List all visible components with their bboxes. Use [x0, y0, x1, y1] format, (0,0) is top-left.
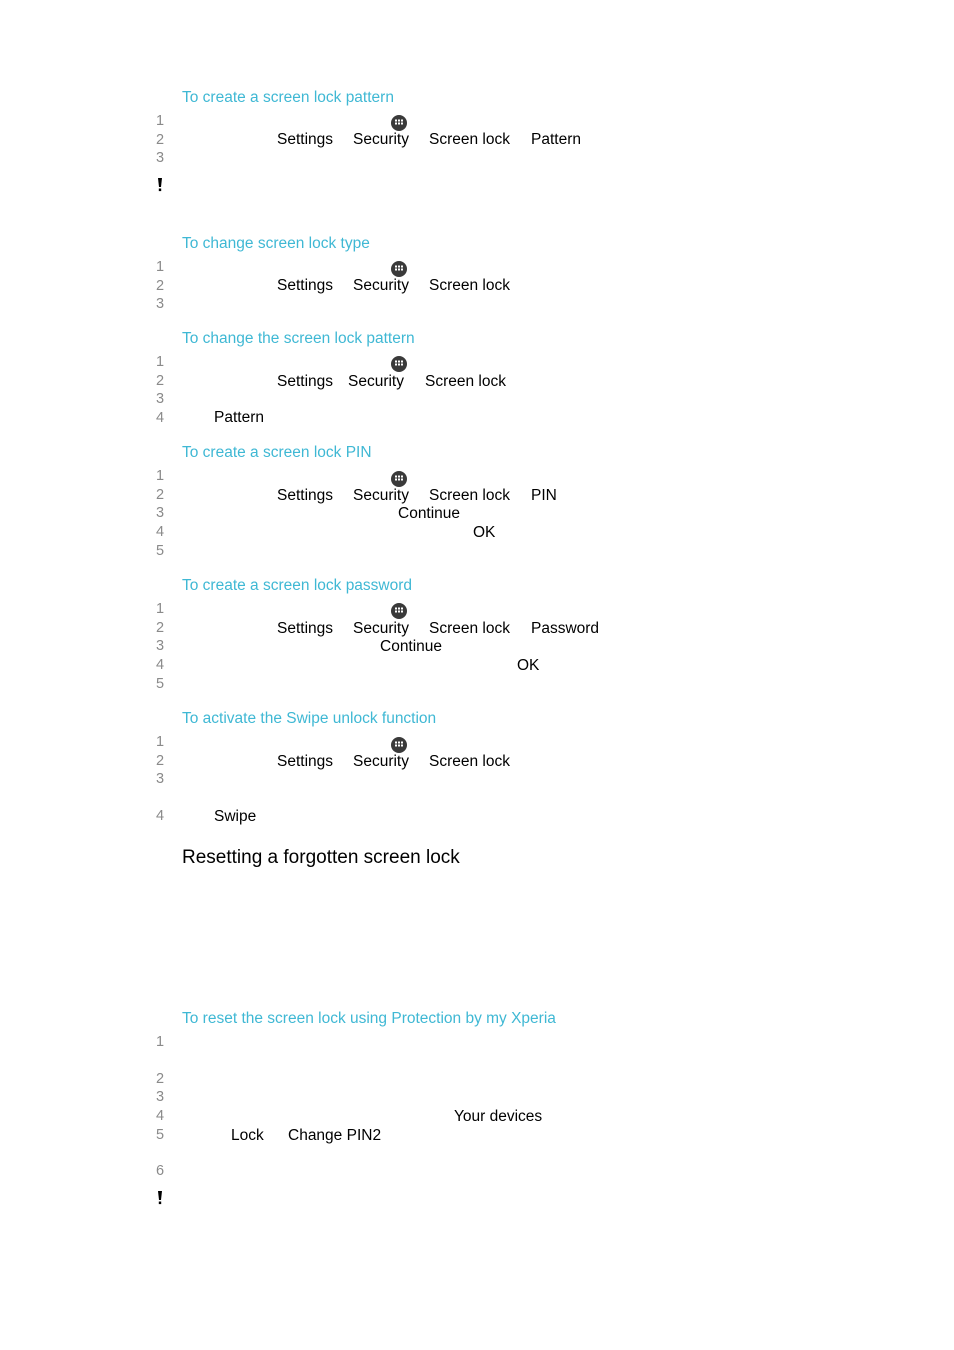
term-pattern: Pattern — [214, 409, 264, 426]
step-number: 1 — [155, 259, 165, 275]
step-number: 5 — [155, 1127, 165, 1143]
step-number: 1 — [155, 734, 165, 750]
exclamation-icon — [156, 177, 164, 193]
step-number: 2 — [155, 1071, 165, 1087]
section-heading-reset-xperia: To reset the screen lock using Protection by my Xperia — [182, 1010, 556, 1027]
term-security: Security — [353, 620, 409, 637]
term-swipe: Swipe — [214, 808, 257, 825]
section-heading-create-password: To create a screen lock password — [182, 577, 413, 594]
term-security: Security — [348, 373, 404, 390]
step-number: 1 — [155, 601, 165, 617]
section-heading-swipe-unlock: To activate the Swipe unlock function — [182, 710, 437, 727]
term-settings: Settings — [277, 131, 334, 148]
step-number: 4 — [155, 808, 165, 824]
step-number: 2 — [155, 753, 165, 769]
term-security: Security — [353, 131, 409, 148]
step-number: 2 — [155, 373, 165, 389]
step-number: 3 — [155, 505, 165, 521]
section-heading-change-type: To change screen lock type — [182, 235, 370, 252]
section-heading-change-pattern: To change the screen lock pattern — [182, 330, 415, 347]
step-number: 5 — [155, 676, 165, 692]
term-settings: Settings — [277, 487, 334, 504]
apps-grid-icon — [391, 471, 407, 487]
term-continue: Continue — [380, 638, 443, 655]
step-number: 2 — [155, 132, 165, 148]
step-number: 2 — [155, 278, 165, 294]
term-screen-lock: Screen lock — [429, 131, 510, 148]
term-security: Security — [353, 487, 409, 504]
apps-grid-icon — [391, 603, 407, 619]
step-number: 6 — [155, 1163, 165, 1179]
term-screen-lock: Screen lock — [429, 620, 510, 637]
step-number: 1 — [155, 1034, 165, 1050]
term-continue: Continue — [398, 505, 461, 522]
apps-grid-icon — [391, 115, 407, 131]
step-number: 4 — [155, 524, 165, 540]
step-number: 4 — [155, 657, 165, 673]
exclamation-icon — [156, 1190, 164, 1206]
step-number: 1 — [155, 468, 165, 484]
step-number: 3 — [155, 1089, 165, 1105]
step-number: 3 — [155, 391, 165, 407]
step-number: 3 — [155, 296, 165, 312]
term-security: Security — [353, 277, 409, 294]
step-number: 5 — [155, 543, 165, 559]
term-pattern: Pattern — [531, 131, 581, 148]
step-number: 3 — [155, 150, 165, 166]
step-number: 1 — [155, 113, 165, 129]
step-number: 2 — [155, 620, 165, 636]
step-number: 4 — [155, 1108, 165, 1124]
term-screen-lock: Screen lock — [425, 373, 506, 390]
apps-grid-icon — [391, 356, 407, 372]
term-pin: PIN — [531, 487, 557, 504]
term-your-devices: Your devices — [454, 1108, 543, 1125]
term-security: Security — [353, 753, 409, 770]
term-screen-lock: Screen lock — [429, 753, 510, 770]
step-number: 1 — [155, 354, 165, 370]
apps-grid-icon — [391, 737, 407, 753]
apps-grid-icon — [391, 261, 407, 277]
section-heading-create-pattern: To create a screen lock pattern — [182, 89, 394, 106]
term-ok: OK — [473, 524, 496, 541]
step-number: 3 — [155, 771, 165, 787]
term-settings: Settings — [277, 277, 334, 294]
term-screen-lock: Screen lock — [429, 487, 510, 504]
term-lock: Lock — [231, 1127, 264, 1144]
term-screen-lock: Screen lock — [429, 277, 510, 294]
subheading-reset-forgotten-lock: Resetting a forgotten screen lock — [182, 847, 460, 868]
step-number: 2 — [155, 487, 165, 503]
section-heading-create-pin: To create a screen lock PIN — [182, 444, 372, 461]
term-change-pin2: Change PIN2 — [288, 1127, 382, 1144]
term-password: Password — [531, 620, 600, 637]
step-number: 3 — [155, 638, 165, 654]
term-settings: Settings — [277, 620, 334, 637]
term-ok: OK — [517, 657, 540, 674]
step-number: 4 — [155, 410, 165, 426]
term-settings: Settings — [277, 373, 334, 390]
term-settings: Settings — [277, 753, 334, 770]
